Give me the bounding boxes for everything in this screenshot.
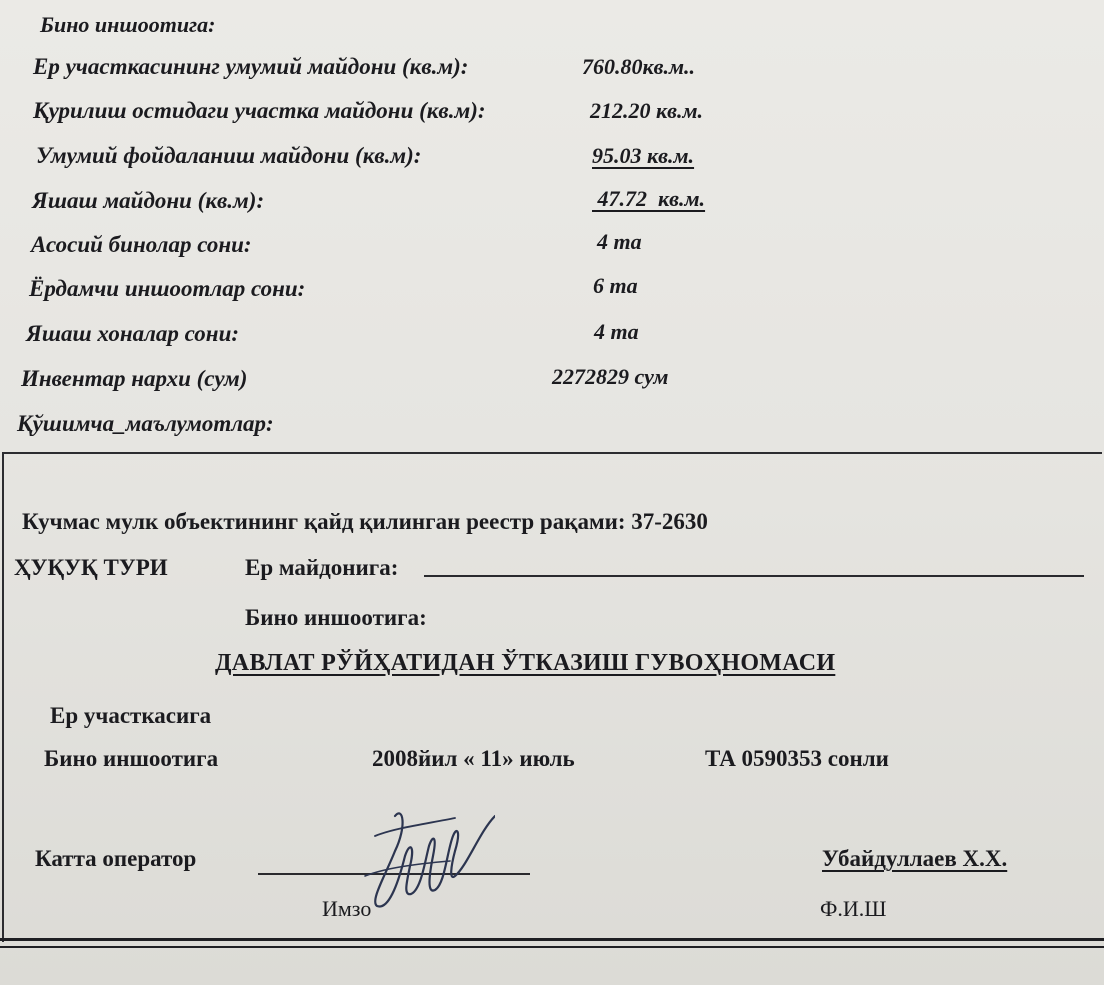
building-label: Бино иншоотига: xyxy=(245,605,427,630)
field-value-total-area: 760.80кв.м.. xyxy=(582,54,696,79)
field-value-aux-structures: 6 та xyxy=(593,273,638,298)
bottom-rule-top xyxy=(0,938,1104,941)
operator-name: Убайдуллаев Х.Х. xyxy=(822,846,1008,871)
operator-role-label: Катта оператор xyxy=(35,846,197,871)
handwritten-signature xyxy=(355,806,495,916)
registration-date: 2008йил « 11» июль xyxy=(372,746,575,771)
extra-info-label: Қўшимча_маълумотлар: xyxy=(17,411,274,436)
name-caption: Ф.И.Ш xyxy=(820,896,887,921)
certificate-title: ДАВЛАТ РЎЙҲАТИДАН ЎТКАЗИШ ГУВОҲНОМАСИ xyxy=(215,650,836,676)
land-plot-row-label: Ер участкасига xyxy=(50,703,212,728)
rights-type-label: ҲУҚУҚ ТУРИ xyxy=(14,555,168,580)
signature-caption: Имзо xyxy=(322,896,372,921)
registry-number-line: Кучмас мулк объектининг қайд қилинган реестр рақами: 37-2630 xyxy=(22,509,708,534)
field-label-aux-structures: Ёрдамчи иншоотлар сони: xyxy=(29,276,306,301)
field-label-inventory-price: Инвентар нархи (сум) xyxy=(21,366,248,391)
building-row-label: Бино иншоотига xyxy=(44,746,219,771)
certificate-number: ТА 0590353 сонли xyxy=(705,746,889,771)
field-value-main-buildings: 4 та xyxy=(597,229,642,254)
field-label-built-area: Қурилиш остидаги участка майдони (кв.м): xyxy=(33,98,486,123)
field-label-rooms: Яшаш хоналар сони: xyxy=(26,321,240,346)
field-value-common-area: 95.03 кв.м. xyxy=(592,143,695,168)
field-value-rooms: 4 та xyxy=(594,319,639,344)
field-label-main-buildings: Асосий бинолар сони: xyxy=(31,232,252,257)
field-label-common-area: Умумий фойдаланиш майдони (кв.м): xyxy=(36,143,422,168)
land-plot-blank-line xyxy=(424,575,1084,577)
field-value-built-area: 212.20 кв.м. xyxy=(590,98,704,123)
field-value-living-area: 47.72 кв.м. xyxy=(592,186,706,211)
field-value-inventory-price: 2272829 сум xyxy=(552,364,669,389)
field-label-total-area: Ер участкасининг умумий майдони (кв.м): xyxy=(33,54,469,79)
bottom-rule-bottom xyxy=(0,946,1104,948)
building-section-title: Бино иншоотига: xyxy=(40,12,216,37)
land-plot-label: Ер майдонига: xyxy=(245,555,399,580)
field-label-living-area: Яшаш майдони (кв.м): xyxy=(32,188,265,213)
